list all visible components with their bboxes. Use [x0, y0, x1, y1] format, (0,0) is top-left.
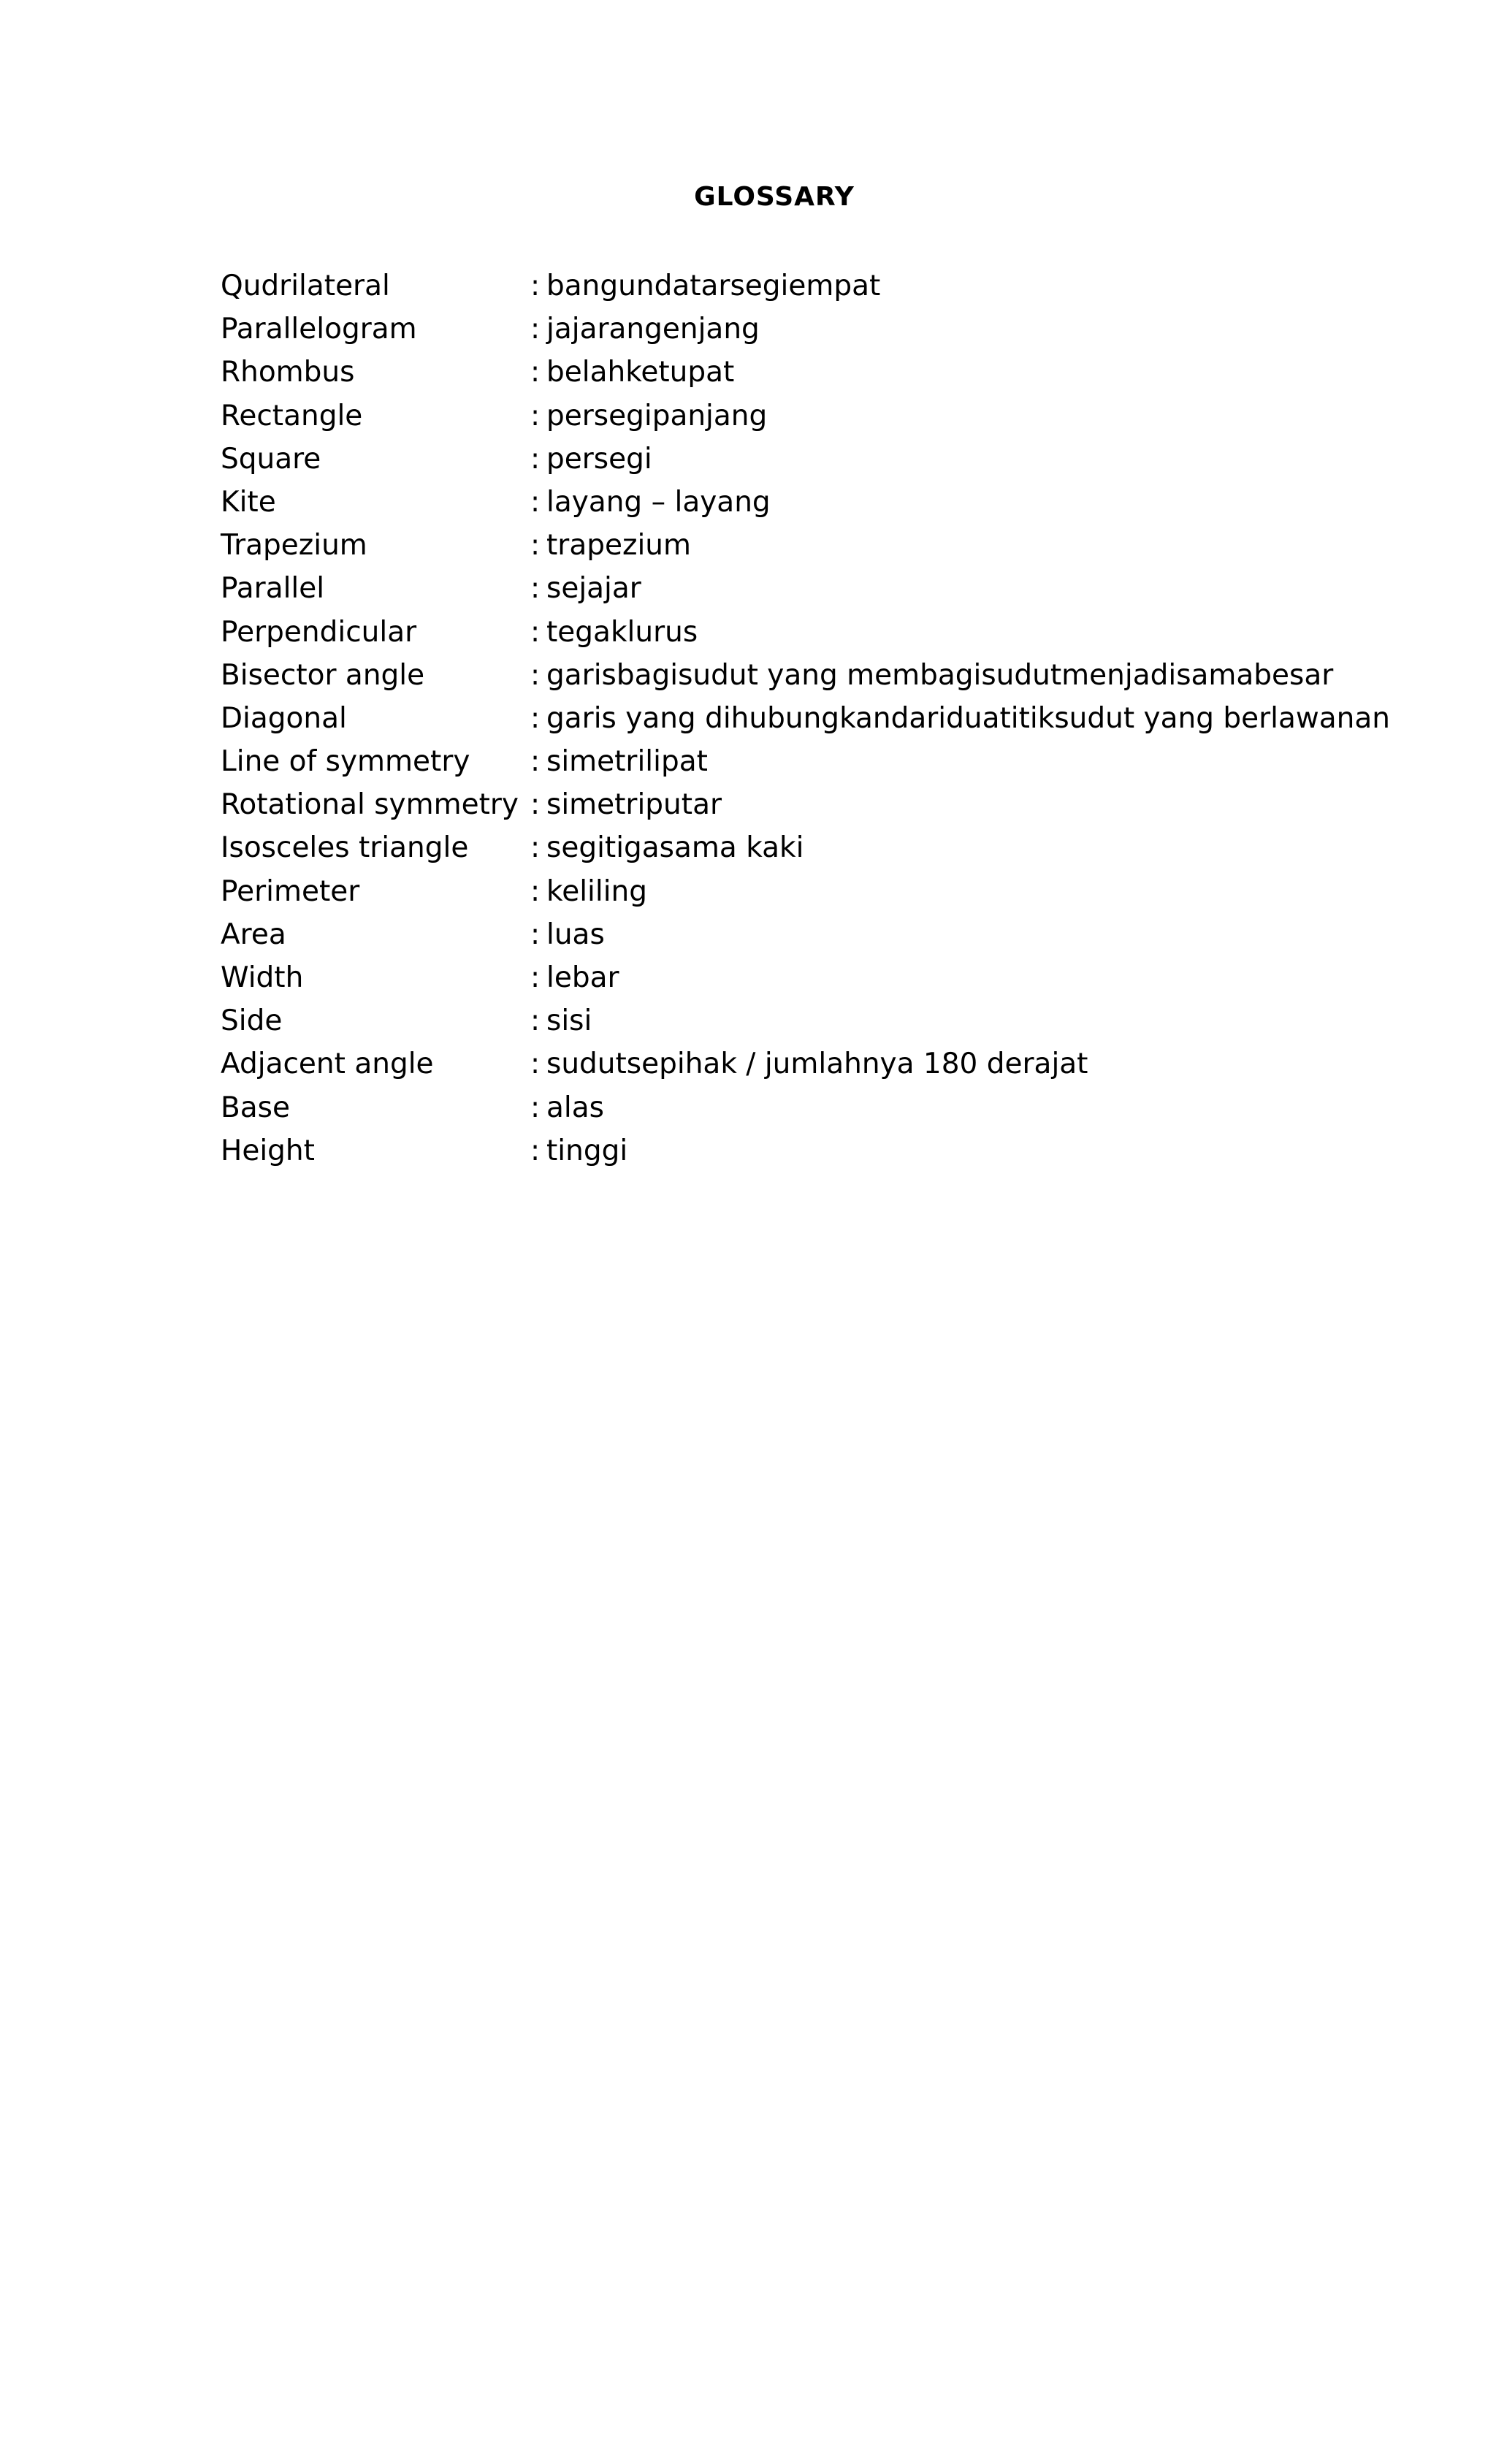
glossary-row [221, 654, 1462, 697]
glossary-term: Bisector angle [221, 658, 425, 692]
glossary-term: Width [221, 961, 304, 994]
glossary-row [221, 697, 1462, 740]
glossary-term: Perpendicular [221, 615, 417, 649]
glossary-row [221, 308, 1462, 351]
glossary-term: Base [221, 1091, 290, 1124]
glossary-definition: sudutsepihak / jumlahnya 180 derajat [546, 1048, 1088, 1081]
glossary-row [221, 611, 1462, 654]
glossary-definition: keliling [546, 874, 648, 908]
glossary-definition: luas [546, 918, 605, 951]
glossary-separator: : [530, 572, 541, 606]
glossary-term: Qudrilateral [221, 270, 390, 302]
glossary-term: Area [221, 918, 286, 951]
glossary-list [221, 264, 1462, 1172]
glossary-separator: : [530, 1048, 541, 1081]
glossary-definition: jajarangenjang [546, 313, 760, 346]
glossary-row [221, 1086, 1462, 1129]
glossary-definition: persegi [546, 442, 652, 476]
page-title: GLOSSARY [694, 182, 855, 212]
glossary-separator: : [530, 658, 541, 692]
glossary-term: Height [221, 1134, 315, 1167]
glossary-definition: trapezium [546, 529, 691, 562]
glossary-row [221, 826, 1462, 869]
glossary-term: Parallelogram [221, 313, 417, 346]
glossary-row [221, 264, 1462, 308]
glossary-row [221, 956, 1462, 999]
glossary-definition: bangundatarsegiempat [546, 270, 881, 302]
glossary-row [221, 524, 1462, 567]
glossary-separator: : [530, 485, 541, 519]
glossary-separator: : [530, 874, 541, 908]
glossary-separator: : [530, 356, 541, 389]
glossary-separator: : [530, 1134, 541, 1167]
glossary-separator: : [530, 701, 541, 735]
glossary-definition: simetriputar [546, 788, 722, 822]
glossary-separator: : [530, 615, 541, 649]
glossary-row [221, 394, 1462, 438]
glossary-term: Side [221, 1004, 283, 1038]
glossary-row [221, 1129, 1462, 1172]
glossary-row [221, 481, 1462, 524]
glossary-definition: sisi [546, 1004, 592, 1038]
glossary-separator: : [530, 313, 541, 346]
glossary-row [221, 567, 1462, 610]
glossary-separator: : [530, 529, 541, 562]
glossary-term: Rectangle [221, 399, 363, 432]
glossary-definition: tinggi [546, 1134, 628, 1167]
glossary-term: Kite [221, 485, 276, 519]
glossary-separator: : [530, 831, 541, 865]
glossary-row [221, 783, 1462, 826]
glossary-term: Parallel [221, 572, 325, 606]
glossary-definition: alas [546, 1091, 604, 1124]
glossary-definition: garisbagisudut yang membagisudutmenjadisamabesar [546, 658, 1334, 692]
glossary-definition: tegaklurus [546, 615, 698, 649]
glossary-term: Rotational symmetry [221, 788, 519, 822]
glossary-term: Line of symmetry [221, 745, 470, 779]
glossary-separator: : [530, 1004, 541, 1038]
glossary-term: Isosceles triangle [221, 831, 469, 865]
glossary-term: Adjacent angle [221, 1048, 434, 1081]
glossary-row [221, 438, 1462, 481]
glossary-separator: : [530, 442, 541, 476]
glossary-definition: garis yang dihubungkandariduatitiksudut yang berlawanan [546, 701, 1391, 735]
glossary-separator: : [530, 1091, 541, 1124]
glossary-separator: : [530, 399, 541, 432]
glossary-separator: : [530, 270, 541, 302]
glossary-term: Perimeter [221, 874, 360, 908]
glossary-definition: persegipanjang [546, 399, 768, 432]
glossary-row [221, 870, 1462, 913]
glossary-row [221, 999, 1462, 1042]
glossary-term: Trapezium [221, 529, 367, 562]
glossary-row [221, 740, 1462, 783]
glossary-separator: : [530, 918, 541, 951]
glossary-separator: : [530, 961, 541, 994]
glossary-term: Diagonal [221, 701, 347, 735]
glossary-definition: segitigasama kaki [546, 831, 804, 865]
glossary-definition: simetrilipat [546, 745, 708, 779]
glossary-term: Square [221, 442, 321, 476]
glossary-row [221, 913, 1462, 956]
glossary-definition: sejajar [546, 572, 641, 606]
glossary-definition: lebar [546, 961, 619, 994]
glossary-definition: layang – layang [546, 485, 771, 519]
glossary-separator: : [530, 745, 541, 779]
glossary-separator: : [530, 788, 541, 822]
glossary-term: Rhombus [221, 356, 355, 389]
glossary-row [221, 1042, 1462, 1086]
glossary-row [221, 351, 1462, 394]
glossary-definition: belahketupat [546, 356, 735, 389]
